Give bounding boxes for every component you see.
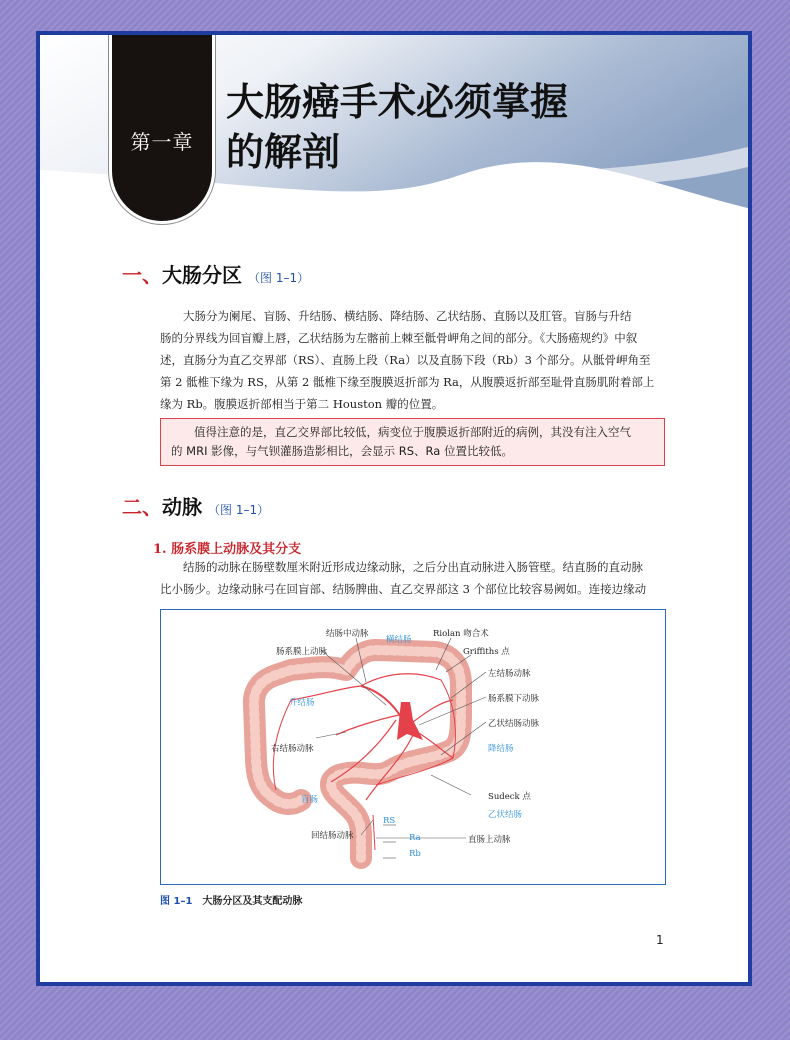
figure-ref[interactable]: （图 1–1） bbox=[248, 271, 310, 285]
section-number: 二、 bbox=[122, 495, 162, 519]
caption-number: 图 1–1 bbox=[160, 896, 193, 907]
chapter-tab bbox=[112, 31, 212, 221]
label-sigmoid-colon: 乙状结肠 bbox=[488, 810, 523, 820]
note-text bbox=[171, 423, 656, 461]
chapter-label: 第一章 bbox=[130, 130, 194, 154]
label-ileocolic: 回结肠动脉 bbox=[311, 831, 354, 841]
label-transverse-colon: 横结肠 bbox=[386, 635, 412, 645]
label-rb: Rb bbox=[409, 849, 421, 859]
chapter-title bbox=[226, 77, 686, 177]
paragraph-line: 缘为 Rb。腹膜返折部相当于第二 Houston 瓣的位置。 bbox=[160, 397, 444, 411]
section-title: 大肠分区 bbox=[162, 263, 242, 287]
label-sudeck: Sudeck 点 bbox=[488, 792, 531, 802]
label-left-colic: 左结肠动脉 bbox=[488, 669, 531, 679]
caption-text: 大肠分区及其支配动脉 bbox=[202, 896, 303, 907]
paragraph-line: 比小肠少。边缘动脉弓在回盲部、结肠脾曲、直乙交界部这 3 个部位比较容易阙如。连接边缘动 bbox=[160, 582, 647, 596]
label-ascending-colon: 升结肠 bbox=[289, 698, 315, 708]
section-heading-2 bbox=[122, 491, 269, 520]
label-cecum: 盲肠 bbox=[301, 795, 319, 805]
sub-heading: 1. 肠系膜上动脉及其分支 bbox=[153, 542, 302, 557]
paragraph-line: 肠的分界线为回盲瓣上唇，乙状结肠为左髂前上棘至骶骨岬角之间的部分。《大肠癌规约》中叙 bbox=[160, 331, 638, 345]
figure-frame bbox=[160, 609, 666, 885]
label-middle-colic: 结肠中动脉 bbox=[326, 629, 369, 639]
paragraph-line: 大肠分为阑尾、盲肠、升结肠、横结肠、降结肠、乙状结肠、直肠以及肛管。盲肠与升结 bbox=[183, 309, 632, 323]
chapter-title-line1: 大肠癌手术必须掌握 bbox=[226, 80, 569, 124]
note-box bbox=[160, 418, 665, 466]
section-title: 动脉 bbox=[162, 495, 202, 519]
paragraph-line: 第 2 骶椎下缘为 RS，从第 2 骶椎下缘至腹膜返折部为 Ra，从腹膜返折部至耻骨直肠肌附着部上 bbox=[160, 375, 655, 389]
note-line: 的 MRI 影像，与气钡灌肠造影相比，会显示 RS、Ra 位置比较低。 bbox=[171, 444, 513, 458]
label-sma: 肠系膜上动脉 bbox=[276, 647, 328, 657]
label-right-colic: 右结肠动脉 bbox=[271, 744, 314, 754]
figure-ref[interactable]: （图 1–1） bbox=[208, 503, 270, 517]
label-superior-rectal: 直肠上动脉 bbox=[468, 835, 511, 845]
section1-paragraph bbox=[160, 305, 670, 415]
label-ra: Ra bbox=[409, 833, 421, 843]
label-sigmoid-artery: 乙状结肠动脉 bbox=[488, 719, 540, 729]
label-ima: 肠系膜下动脉 bbox=[488, 694, 540, 704]
section-number: 一、 bbox=[122, 263, 162, 287]
figure-caption bbox=[160, 892, 302, 907]
note-line: 值得注意的是，直乙交界部比较低，病变位于腹膜返折部附近的病例，其没有注入空气 bbox=[194, 425, 631, 439]
chapter-title-line2: 的解剖 bbox=[226, 130, 341, 174]
label-riolan: Riolan 吻合术 bbox=[433, 629, 489, 639]
section2-paragraph bbox=[160, 556, 670, 600]
paragraph-line: 结肠的动脉在肠壁数厘米附近形成边缘动脉，之后分出直动脉进入肠管壁。结直肠的直动脉 bbox=[183, 560, 643, 574]
label-descending-colon: 降结肠 bbox=[488, 744, 514, 754]
page-number: 1 bbox=[656, 933, 664, 947]
section-heading-1 bbox=[122, 259, 309, 288]
label-griffiths: Griffiths 点 bbox=[463, 647, 510, 657]
colon-artery-diagram bbox=[161, 610, 664, 883]
label-rs: RS bbox=[383, 816, 396, 826]
book-page bbox=[36, 31, 752, 986]
paragraph-line: 述，直肠分为直乙交界部（RS）、直肠上段（Ra）以及直肠下段（Rb）3 个部分。从骶骨岬角至 bbox=[160, 353, 651, 367]
